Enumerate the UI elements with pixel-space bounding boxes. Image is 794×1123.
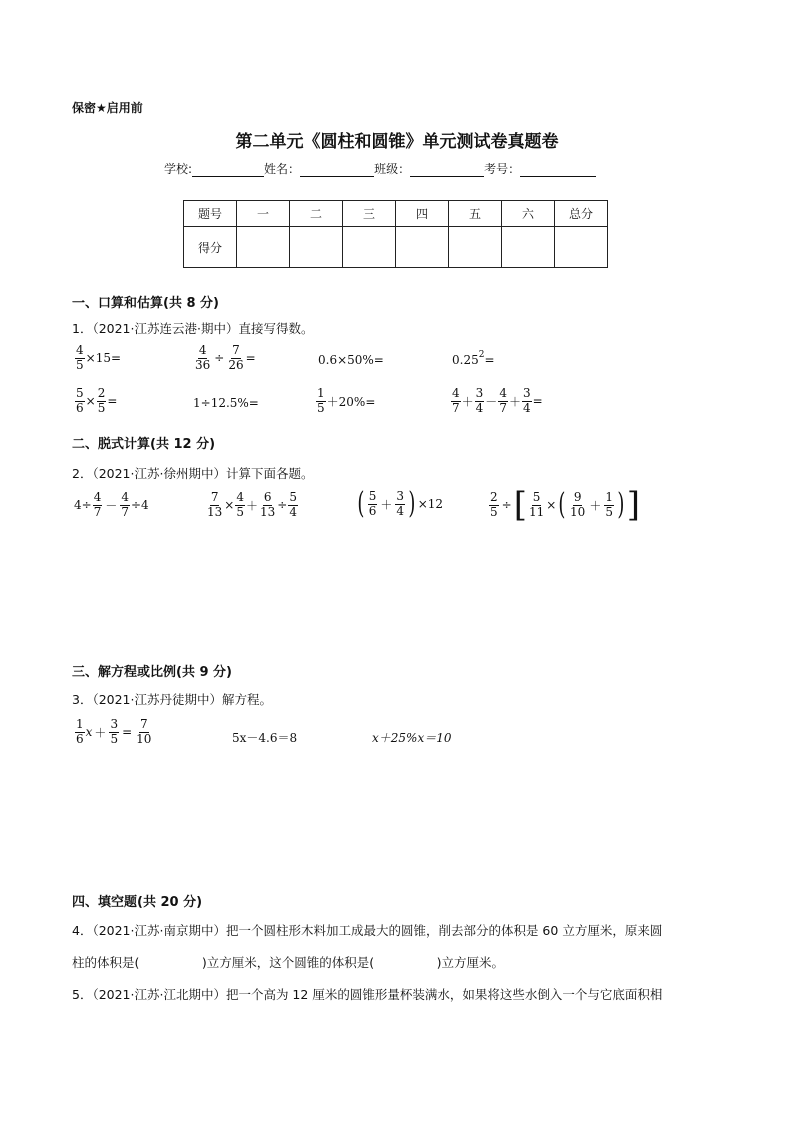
section-heading-1: 一、口算和估算(共 8 分) <box>72 296 219 311</box>
score-table <box>183 200 608 268</box>
page-title: 第二单元《圆柱和圆锥》单元测试卷真题卷 <box>235 132 559 152</box>
class-label: 班级： <box>374 162 411 176</box>
table-header-cell: 一 <box>237 201 290 227</box>
school-field[interactable] <box>192 162 264 177</box>
score-cell[interactable] <box>449 227 502 268</box>
name-field[interactable] <box>300 162 374 177</box>
problem-1-6: 1÷12.5%= <box>193 396 259 410</box>
problem-1-3: 0.6×50%= <box>318 353 384 367</box>
question-4-line-1: 4．（2021·江苏·南京期中）把一个圆柱形木料加工成最大的圆锥，削去部分的体积是 60 立方厘米，原来圆 <box>72 923 663 938</box>
section-heading-3: 三、解方程或比例(共 9 分) <box>72 665 232 680</box>
score-cell[interactable] <box>555 227 608 268</box>
problem-2-1: 4÷ $\frac{4}{7}$ － $\frac{4}{7}$ ÷4 <box>74 490 149 519</box>
exam-number-field[interactable] <box>520 162 596 177</box>
table-header-cell: 五 <box>449 201 502 227</box>
confidential-label: 保密★启用前 <box>72 101 143 115</box>
problem-1-1: $\frac{4}{5}$ ×15= <box>76 343 122 372</box>
score-label-cell: 得分 <box>184 227 237 268</box>
school-label: 学校: <box>164 162 193 176</box>
question-5-line-1: 5．（2021·江苏·江北期中）把一个高为 12 厘米的圆锥形量杯装满水，如果将这些水倒入一个与它底面积相 <box>72 987 663 1002</box>
equation-3-3: x＋25%x＝10 <box>372 731 452 745</box>
problem-1-2: $\frac{4}{36}$ ÷ $\frac{7}{26}$ = <box>195 343 256 372</box>
section-heading-4: 四、填空题(共 20 分) <box>72 895 203 910</box>
exam-number-label: 考号： <box>484 162 521 176</box>
table-header-cell: 二 <box>290 201 343 227</box>
score-cell[interactable] <box>396 227 449 268</box>
table-header-cell: 六 <box>502 201 555 227</box>
problem-2-3: ( $\frac{5}{6}$ ＋ $\frac{3}{4}$ ) ×12 <box>357 486 444 521</box>
equation-3-2: 5x－4.6＝8 <box>232 731 298 745</box>
score-cell[interactable] <box>502 227 555 268</box>
table-header-cell: 题号 <box>184 201 237 227</box>
name-label: 姓名： <box>264 162 301 176</box>
question-1-prompt: 1．（2021·江苏连云港·期中）直接写得数。 <box>72 321 314 336</box>
table-header-cell: 总分 <box>555 201 608 227</box>
score-cell[interactable] <box>290 227 343 268</box>
problem-1-8: $\frac{4}{7}$ ＋ $\frac{3}{4}$ － $\frac{4}{7}$ ＋ $\frac{3}{4}$ = <box>452 386 543 415</box>
section-heading-2: 二、脱式计算(共 12 分) <box>72 437 216 452</box>
problem-2-2: $\frac{7}{13}$ × $\frac{4}{5}$ ＋ $\frac{6}{13}$ ÷ $\frac{5}{4}$ <box>207 490 297 519</box>
score-cell[interactable] <box>237 227 290 268</box>
table-header-cell: 三 <box>343 201 396 227</box>
question-3-prompt: 3．（2021·江苏丹徒期中）解方程。 <box>72 692 272 707</box>
score-cell[interactable] <box>343 227 396 268</box>
problem-1-4: 0.25 2 = <box>452 350 495 367</box>
question-4-line-2: 柱的体积是( )立方厘米，这个圆锥的体积是( )立方厘米。 <box>72 955 505 970</box>
question-2-prompt: 2．（2021·江苏·徐州期中）计算下面各题。 <box>72 466 314 481</box>
equation-3-1: $\frac{1}{6}$ x ＋ $\frac{3}{5}$ = $\frac{7}{10}$ <box>76 717 152 746</box>
problem-1-5: $\frac{5}{6}$ × $\frac{2}{5}$ = <box>76 386 118 415</box>
problem-2-4: $\frac{2}{5}$ ÷ [ $\frac{5}{11}$ × ( $\frac{9}{10}$ ＋ $\frac{1}{5}$ ) ] <box>490 485 640 525</box>
student-info-line <box>164 160 596 177</box>
problem-1-7: $\frac{1}{5}$ ＋20%= <box>317 386 376 415</box>
table-header-cell: 四 <box>396 201 449 227</box>
class-field[interactable] <box>410 162 484 177</box>
